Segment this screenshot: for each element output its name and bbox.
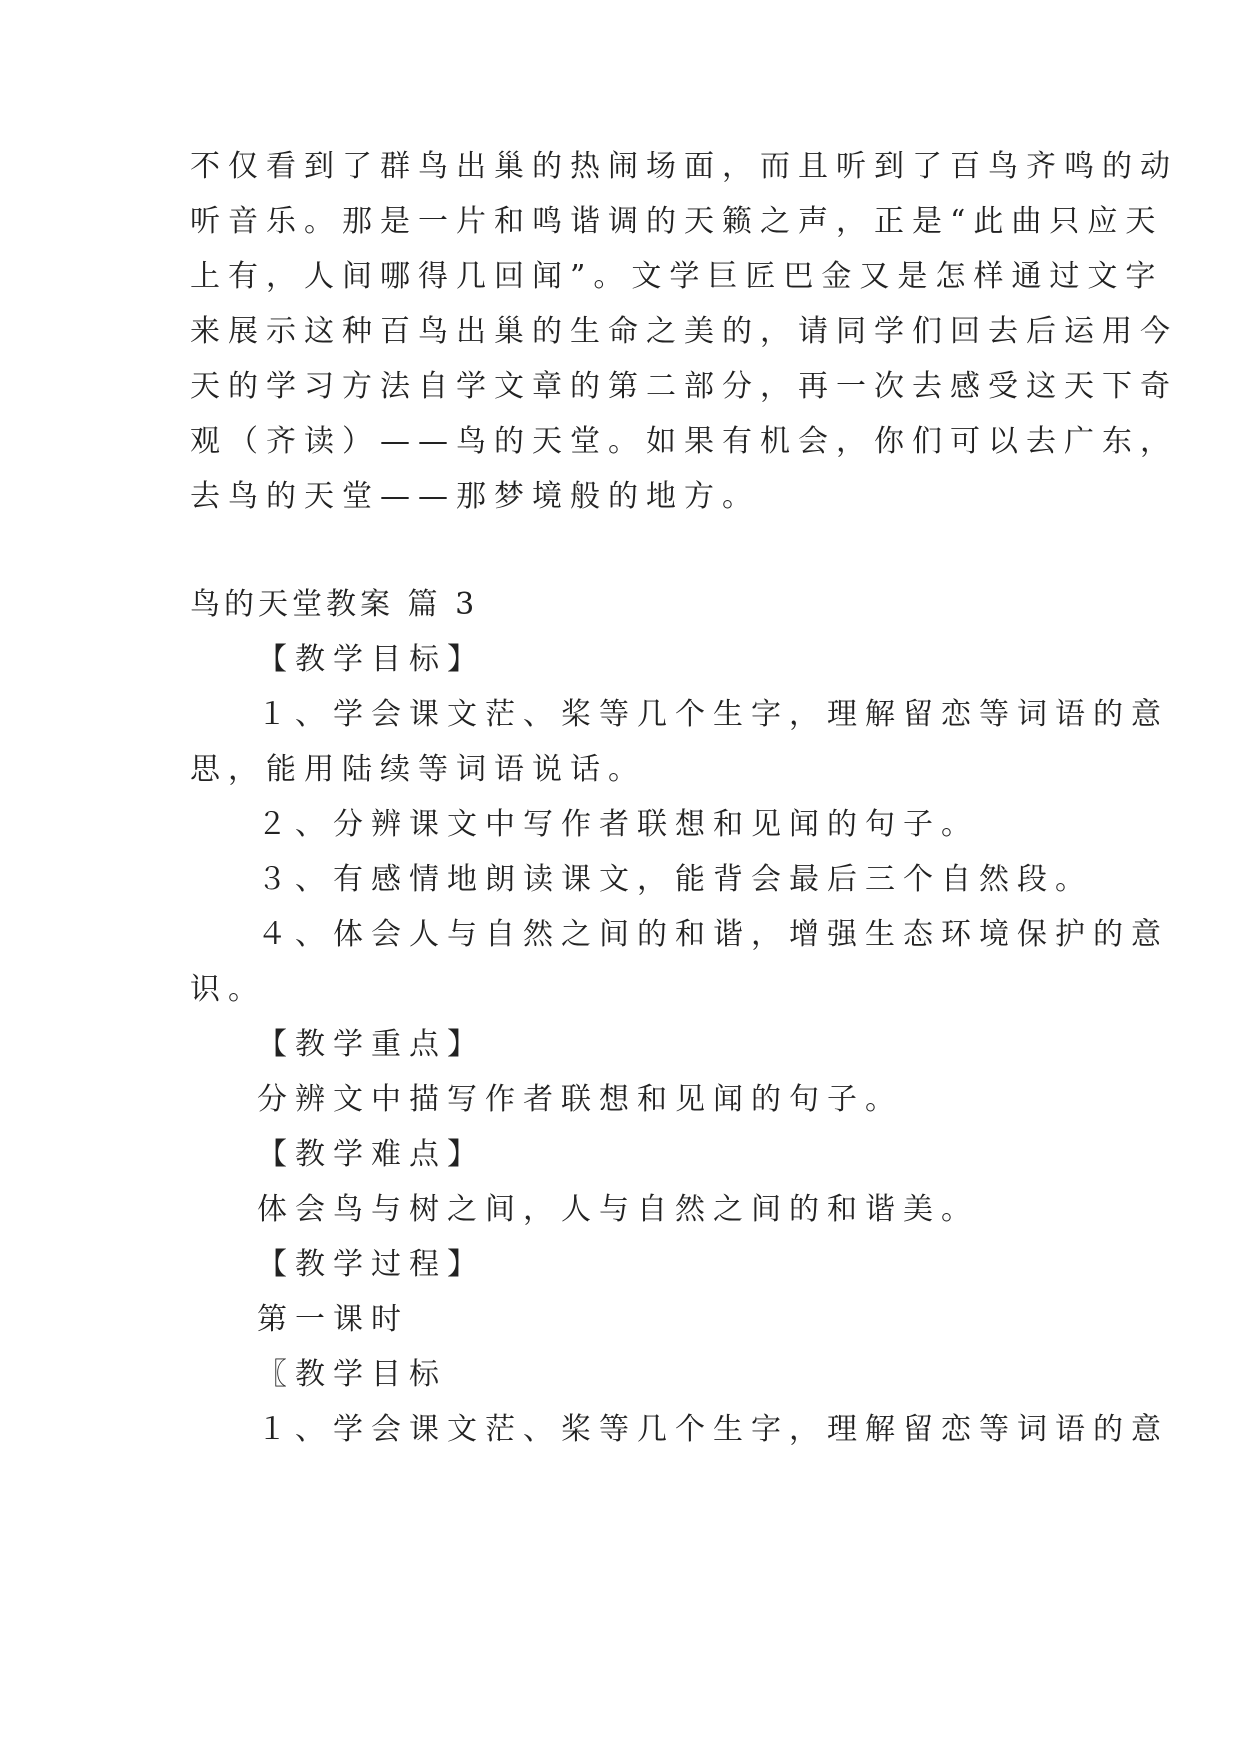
lesson-label: 第一课时 [257,1302,409,1337]
objective-4-line-2: 识。 [190,972,266,1007]
intro-line-5: 天的学习方法自学文章的第二部分，再一次去感受这天下奇 [190,369,1178,404]
difficulty-heading: 【教学难点】 [257,1137,485,1172]
key-point-text: 分辨文中描写作者联想和见闻的句子。 [257,1082,903,1117]
intro-line-1: 不仅看到了群鸟出巢的热闹场面，而且听到了百鸟齐鸣的动 [190,149,1178,184]
process-heading: 【教学过程】 [257,1247,485,1282]
process-objective-1: １、学会课文茫、桨等几个生字，理解留恋等词语的意 [257,1412,1169,1447]
objective-2: ２、分辨课文中写作者联想和见闻的句子。 [257,807,979,842]
difficulty-text: 体会鸟与树之间，人与自然之间的和谐美。 [257,1192,979,1227]
intro-line-4: 来展示这种百鸟出巢的生命之美的，请同学们回去后运用今 [190,314,1178,349]
objective-1-line-2: 思，能用陆续等词语说话。 [190,752,646,787]
objective-3: ３、有感情地朗读课文，能背会最后三个自然段。 [257,862,1093,897]
objective-4-line-1: ４、体会人与自然之间的和谐，增强生态环境保护的意 [257,917,1169,952]
intro-line-7: 去鸟的天堂——那梦境般的地方。 [190,479,760,514]
key-point-heading: 【教学重点】 [257,1027,485,1062]
process-sub-heading: 〖教学目标 [257,1357,447,1392]
intro-line-3: 上有，人间哪得几回闻”。文学巨匠巴金又是怎样通过文字 [190,259,1164,294]
intro-line-2: 听音乐。那是一片和鸣谐调的天籁之声，正是“此曲只应天 [190,204,1164,239]
section-title: 鸟的天堂教案 篇 3 [190,587,479,622]
objectives-heading: 【教学目标】 [257,642,485,677]
objective-1-line-1: １、学会课文茫、桨等几个生字，理解留恋等词语的意 [257,697,1169,732]
intro-line-6: 观（齐读）——鸟的天堂。如果有机会，你们可以去广东， [190,424,1178,459]
